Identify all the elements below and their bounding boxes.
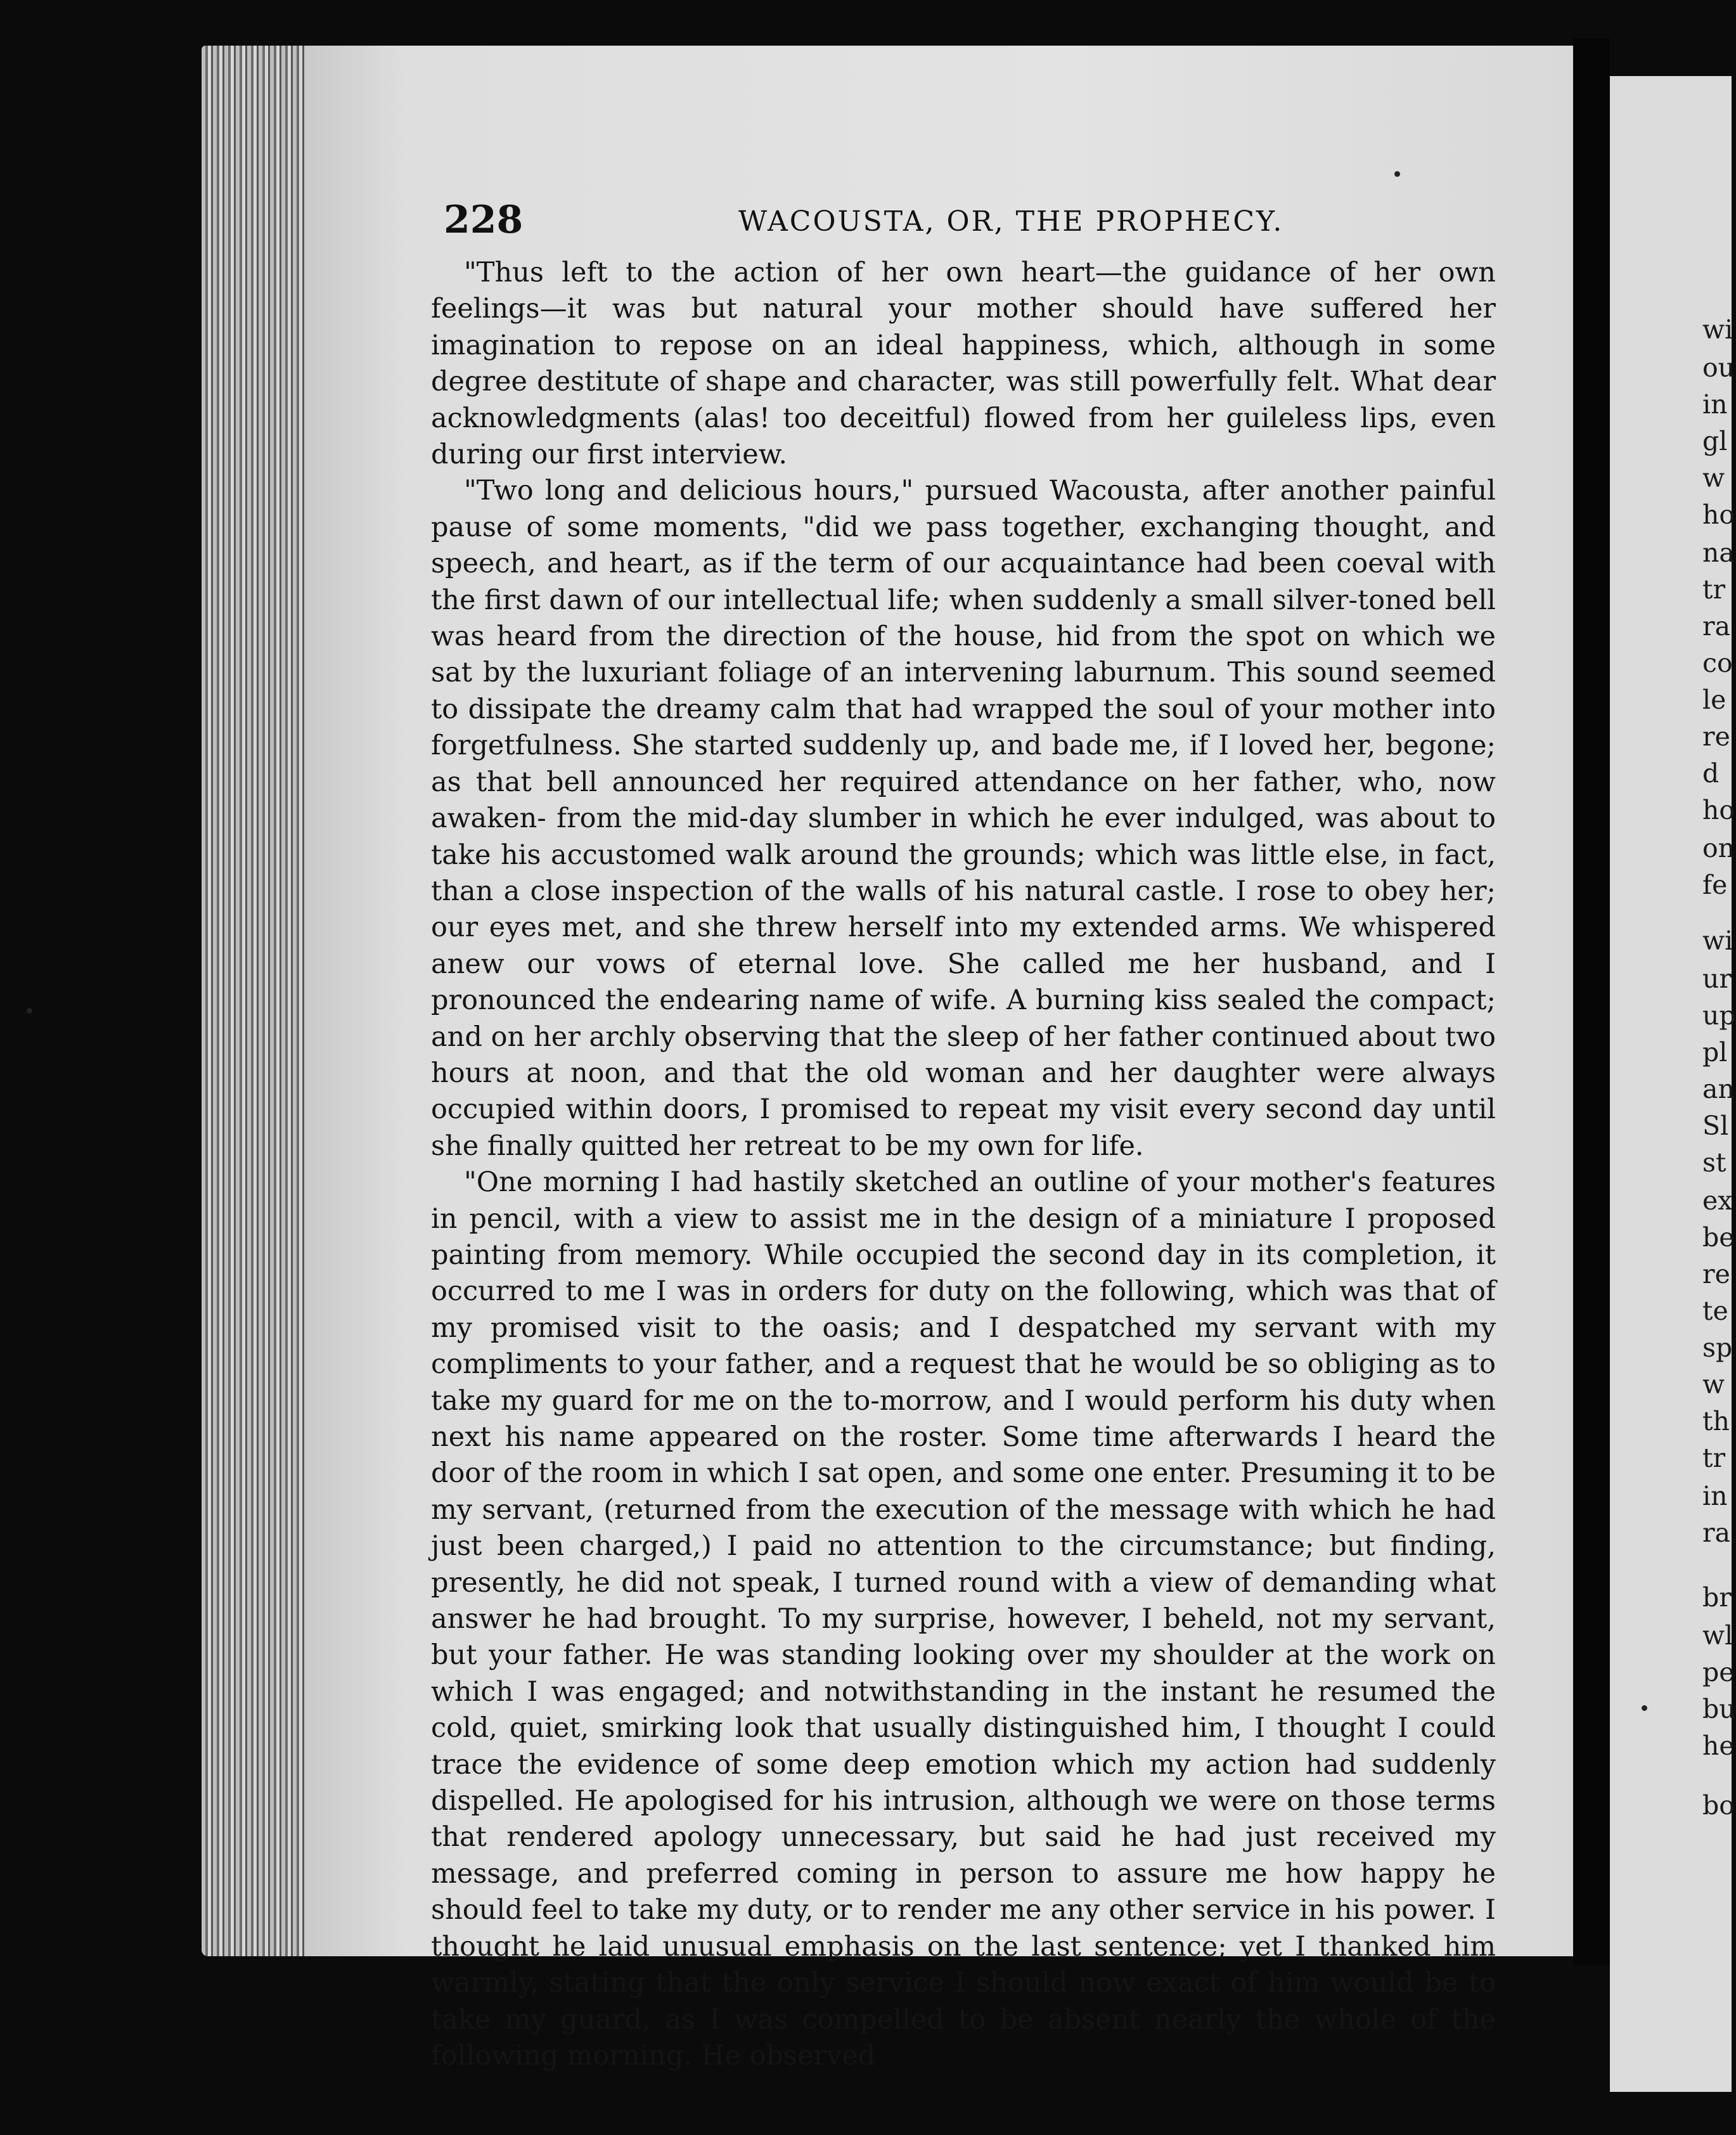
right-page-word: ou — [1702, 352, 1735, 383]
right-page-word: sp — [1702, 1332, 1733, 1363]
paragraph: "Thus left to the action of her own heart—the guidance of her own feelings—it was but natural your mother should have suffered her imagination to repose on an ideal happiness, which, although in some degree destitute of shape and character, was still powerfully felt. What dear acknowledgments (alas! too deceitful) flowed from her guileless lips, even during our first interview. — [431, 257, 1496, 471]
scan-speck — [1642, 1705, 1647, 1711]
right-page-word: wi — [1702, 926, 1733, 956]
right-page-word: ho — [1702, 500, 1735, 530]
page-edges-stack — [202, 46, 304, 1956]
right-page-word: bu — [1702, 1694, 1736, 1724]
running-header — [444, 198, 1483, 248]
page-number: 228 — [444, 198, 524, 242]
book-gutter — [1573, 38, 1610, 1965]
paragraph: "Two long and delicious hours," pursued Wacousta, after another painful pause of some moments, "did we pass together, exchanging thought, and speech, and heart, as if the term of our acquaintance had been coeval with the first dawn of our intellectual life; when suddenly a small silver-toned bell was heard from the direction of the house, hid from the spot on which we sat by the luxuriant foliage of an intervening laburnum. This sound seemed to dissipate the dreamy calm that had wrapped the soul of your mother into forgetfulness. She started suddenly up, and bade me, if I loved her, begone; as that bell announced her required attendance on her father, who, now awaken- from the mid-day slumber in which he ever indulged, was about to take his accustomed walk around the grounds; which was little else, in fact, than a close inspection of the walls of his natural castle. I rose to obey her; our eyes met, and she threw herself into my extended arms. We whispered anew our vows of eternal love. She called me her husband, and I pronounced the endearing name of wife. A burning kiss sealed the compact; and on her archly observing that the sleep of her father continued about two hours at noon, and that the old woman and her daughter were always occupied within doors, I promised to repeat my visit every second day until she finally quitted her retreat to be my own for life. — [431, 475, 1496, 1162]
scan-speck — [1394, 171, 1400, 177]
right-page-word: Sl — [1702, 1111, 1729, 1141]
right-page-word: ex — [1702, 1185, 1733, 1216]
right-page-word: co — [1702, 648, 1733, 678]
right-page-word: gl — [1702, 426, 1728, 456]
right-page-word: ho — [1702, 795, 1735, 825]
right-page-word: fe — [1702, 870, 1728, 900]
right-page-word: re — [1702, 721, 1730, 752]
right-page-word: w — [1702, 463, 1725, 493]
right-page-word: na — [1702, 538, 1735, 568]
right-page-word: ra — [1702, 611, 1731, 642]
right-page-word: an — [1702, 1074, 1735, 1104]
right-page-word: d — [1702, 758, 1720, 789]
right-page-word: he — [1702, 1731, 1735, 1761]
right-page-word: re — [1702, 1259, 1730, 1289]
right-page-word: in — [1702, 1481, 1728, 1511]
right-page-word: up — [1702, 1000, 1736, 1031]
right-page-word: pl — [1702, 1037, 1728, 1068]
right-page-word: in — [1702, 389, 1728, 420]
right-page-fragment — [1610, 76, 1736, 2092]
scan-speck — [27, 1008, 32, 1014]
running-title: WACOUSTA, OR, THE PROPHECY. — [738, 205, 1284, 238]
right-page-word: te — [1702, 1296, 1728, 1326]
right-page-word: bo — [1702, 1790, 1735, 1821]
right-page-word: ur — [1702, 964, 1732, 994]
right-page-word: wl — [1702, 1620, 1733, 1651]
right-page-word: pe — [1702, 1657, 1735, 1687]
right-page-word: br — [1702, 1582, 1732, 1613]
right-page-word: wi — [1702, 314, 1733, 345]
right-page-word: tr — [1702, 1443, 1726, 1473]
right-page-word: le — [1702, 685, 1726, 715]
right-page-word: st — [1702, 1147, 1726, 1178]
paragraph: "One morning I had hastily sketched an outline of your mother's features in pencil, with a view to assist me in the design of a miniature I proposed painting from memory. While occupied the second day in its completion, it occurred to me I was in orders for duty on the following, which was that of my promised visit to the oasis; and I despatched my servant with my compliments to your father, and a request that he would be so obliging as to take my guard for me on the to-morrow, and I would perform his duty when next his name appeared on the roster. Some time afterwards I heard the door of the room in which I sat open, and some one enter. Presuming it to be my servant, (returned from the execution of the message with which he had just been charged,) I paid no attention to the circumstance; but finding, presently, he did not speak, I turned round with a view of demanding what answer he had brought. To my surprise, however, I beheld, not my servant, but your father. He was standing looking over my shoulder at the work on which I was engaged; and notwithstanding in the instant he resumed the cold, quiet, smirking look that usually distinguished him, I thought I could trace the evidence of some deep emotion which my action had suddenly dispelled. He apologised for his intrusion, although we were on those terms that rendered apology unnecessary, but said he had just received my message, and preferred coming in person to assure me how happy he should feel to take my duty, or to render me any other service in his power. I thought he laid unusual emphasis on the last sentence; yet I thanked him warmly, stating that the only service I should now exact of him would be to take my guard, as I was compelled to be absent nearly the whole of the following morning. He observed — [431, 1166, 1496, 2072]
right-page-word: ra — [1702, 1518, 1731, 1548]
right-page-word: w — [1702, 1369, 1725, 1400]
right-page-word: th — [1702, 1406, 1730, 1436]
right-page-word: be — [1702, 1222, 1735, 1253]
right-page-word: on — [1702, 833, 1735, 863]
body-text — [431, 255, 1496, 2074]
right-page-word: tr — [1702, 574, 1726, 605]
